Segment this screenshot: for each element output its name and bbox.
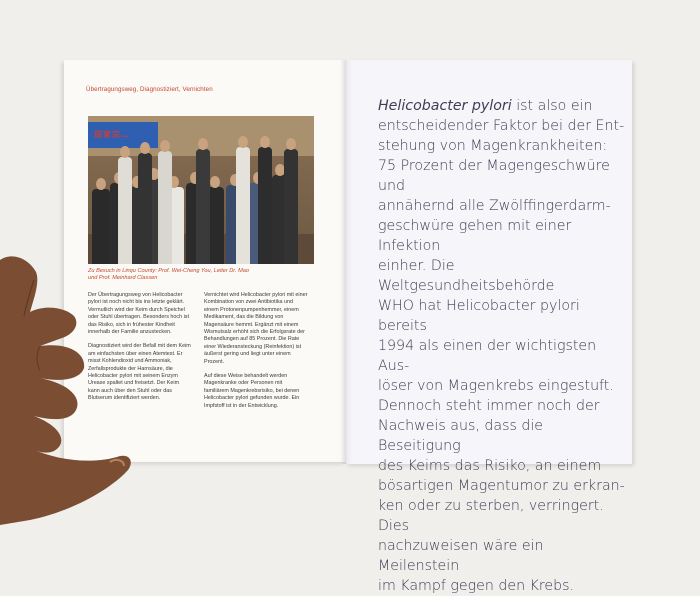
person-figure (284, 138, 298, 264)
body-column-2 (204, 292, 308, 417)
text-line: Helicobacter pylori ist also ein (378, 98, 593, 114)
caption-line: und Prof. Meinhard Classen (88, 275, 158, 282)
hand-image (0, 250, 140, 525)
person-figure (236, 136, 250, 264)
text-line: Nachweis aus, dass die Beseitigung (378, 418, 544, 454)
right-page-text (378, 96, 628, 596)
paragraph: Auf diese Weise behandelt werden Magenkranke oder Personen mit familiärem Magenkrebsrisiko, bei denen Helicobacter pylori gefunden wurde. Ein Impfstoff ist in der Entwicklung. (204, 373, 300, 409)
text-line: nachzuweisen wäre ein Meilenstein (378, 538, 544, 574)
text-line: geschwüre gehen mit einer Infektion (378, 218, 572, 254)
text-line: entscheidender Faktor bei der Ent- (378, 118, 625, 134)
person-figure (118, 146, 132, 264)
photo-banner-text: 迎家宗… (94, 130, 130, 139)
caption-line: Zu Besuch in Linqu County: Prof. Wei-Cheng You, Leiter Dr. Mao (88, 268, 249, 274)
text-line: ken oder zu sterben, verringert. Dies (378, 498, 604, 534)
paragraph: Der Übertragungsweg von Helicobacter pylori ist noch nicht bis ins letzte geklärt. Vermutlich wird der Keim durch Speichel oder Stuhl übertragen. Besonders hoch ist das Risiko, sich in frühester Kindheit innerhalb der Familie anzustecken. (88, 292, 189, 336)
text-line: im Kampf gegen den Krebs. (378, 578, 575, 594)
text-line: des Keims das Risiko, an einem (378, 458, 602, 474)
person-figure (258, 136, 272, 264)
text-line: löser von Magenkrebs eingestuft. (378, 378, 614, 394)
text-line: bösartigen Magentumor zu erkran- (378, 478, 625, 494)
italic-term: Helicobacter pylori (378, 98, 512, 114)
text-line: stehung von Magenkrankheiten: (378, 138, 608, 154)
text-line: 1994 als einen der wichtigsten Aus- (378, 338, 597, 374)
text-line: annähernd alle Zwölffingerdarm- (378, 198, 611, 214)
person-figure (138, 142, 152, 264)
text-line: WHO hat Helicobacter pylori bereits (378, 298, 580, 334)
right-page (346, 60, 632, 594)
paragraph: Vernichtet wird Helicobacter pylori mit einer Kombination von zwei Antibiotika und einem Protonenpumpenhemmer, einem Medikament, das die Bildung von Magensäure hemmt. Ergänzt mit einem Wismutsalz erhöht sich die Erfolgsrate der Behandlungen auf 85 Prozent. Die Rate einer Wiederansteckung (Reinfektion) ist äußerst gering und liegt unter einem Prozent. (204, 292, 308, 365)
text-line: Dennoch steht immer noch der (378, 398, 600, 414)
group-photo (88, 116, 314, 264)
person-figure (158, 140, 172, 264)
book-spine (340, 60, 352, 464)
paragraph: Diagnostiziert wird der Befall mit dem Keim am einfachsten über einen Atemtest. Er misst Kohlendioxid und Ammoniak, Zerfallsprodukte der Harnsäure, die Helicobacter pylori mit seinem Enzym Urease spaltet und freisetzt. Der Keim kann auch über den Stuhl oder das Blutserum identifiziert werden. (88, 343, 191, 402)
page-header: Übertragungsweg, Diagnostiziert, Vernichten (86, 86, 213, 93)
person-figure (196, 138, 210, 264)
text-line: einher. Die Weltgesundheitsbehörde (378, 258, 555, 294)
text-line: 75 Prozent der Magengeschwüre und (378, 158, 610, 194)
